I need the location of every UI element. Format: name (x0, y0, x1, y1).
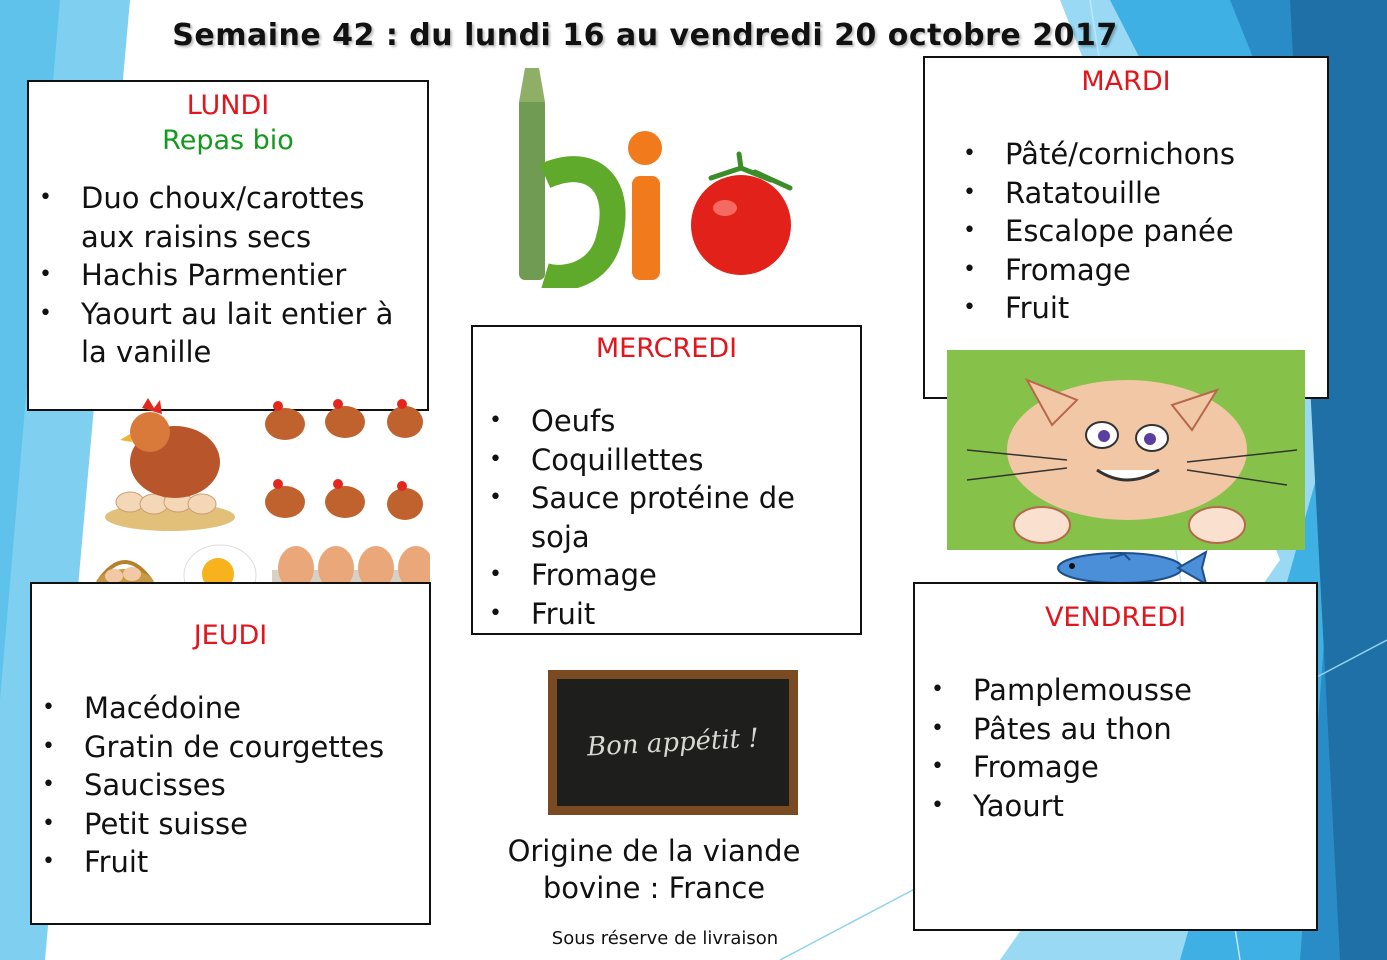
menu-item: • Fromage (953, 251, 1327, 290)
menu-item: • Fruit (479, 595, 849, 634)
monday-heading: LUNDI (186, 90, 270, 121)
menu-item: • Duo choux/carottes aux raisins secs (29, 179, 409, 256)
page-title: Semaine 42 : du lundi 16 au vendredi 20 octobre 2017 (172, 18, 1118, 53)
menu-item: • Fromage (479, 556, 849, 595)
menu-item: • Coquillettes (479, 441, 849, 480)
menu-item: • Sauce protéine de soja (479, 479, 849, 556)
menu-item: • Fruit (953, 289, 1327, 328)
menu-item: • Petit suisse (32, 805, 429, 844)
menu-item: • Pâtes au thon (921, 710, 1316, 749)
wednesday-panel (471, 325, 862, 635)
menu-item: • Macédoine (32, 689, 429, 728)
friday-panel (913, 582, 1318, 931)
monday-menu-list (29, 179, 409, 372)
thursday-panel (30, 582, 431, 925)
menu-item: • Saucisses (32, 766, 429, 805)
chalkboard-text: Bon appétit ! (586, 723, 760, 762)
meat-origin-note: Origine de la viande bovine : France (507, 834, 801, 905)
cat-illustration (947, 350, 1305, 550)
menu-item: • Fromage (921, 748, 1316, 787)
monday-panel (27, 80, 429, 411)
tuesday-panel (923, 56, 1329, 399)
menu-item: • Escalope panée (953, 212, 1327, 251)
chalkboard-image (548, 670, 798, 815)
tuesday-menu-list (925, 135, 1327, 328)
menu-item: • Gratin de courgettes (32, 728, 429, 767)
thursday-heading: JEUDI (193, 620, 268, 651)
menu-item: • Oeufs (479, 402, 849, 441)
menu-item: • Pâté/cornichons (953, 135, 1327, 174)
friday-menu-list (915, 671, 1316, 825)
friday-heading: VENDREDI (1044, 602, 1187, 633)
hens-and-eggs-illustration (90, 392, 430, 614)
tuesday-heading: MARDI (1081, 66, 1171, 97)
menu-item: • Pamplemousse (921, 671, 1316, 710)
organic-meal-label: Repas bio (162, 125, 294, 156)
menu-item: • Yaourt au lait entier à la vanille (29, 295, 409, 372)
thursday-menu-list (32, 689, 429, 882)
wednesday-menu-list (473, 402, 849, 633)
menu-item: • Hachis Parmentier (29, 256, 409, 295)
menu-item: • Fruit (32, 843, 429, 882)
menu-item: • Ratatouille (953, 174, 1327, 213)
bio-logo-image (505, 68, 805, 288)
wednesday-heading: MERCREDI (595, 333, 738, 364)
delivery-disclaimer: Sous réserve de livraison (551, 928, 779, 949)
menu-item: • Yaourt (921, 787, 1316, 826)
